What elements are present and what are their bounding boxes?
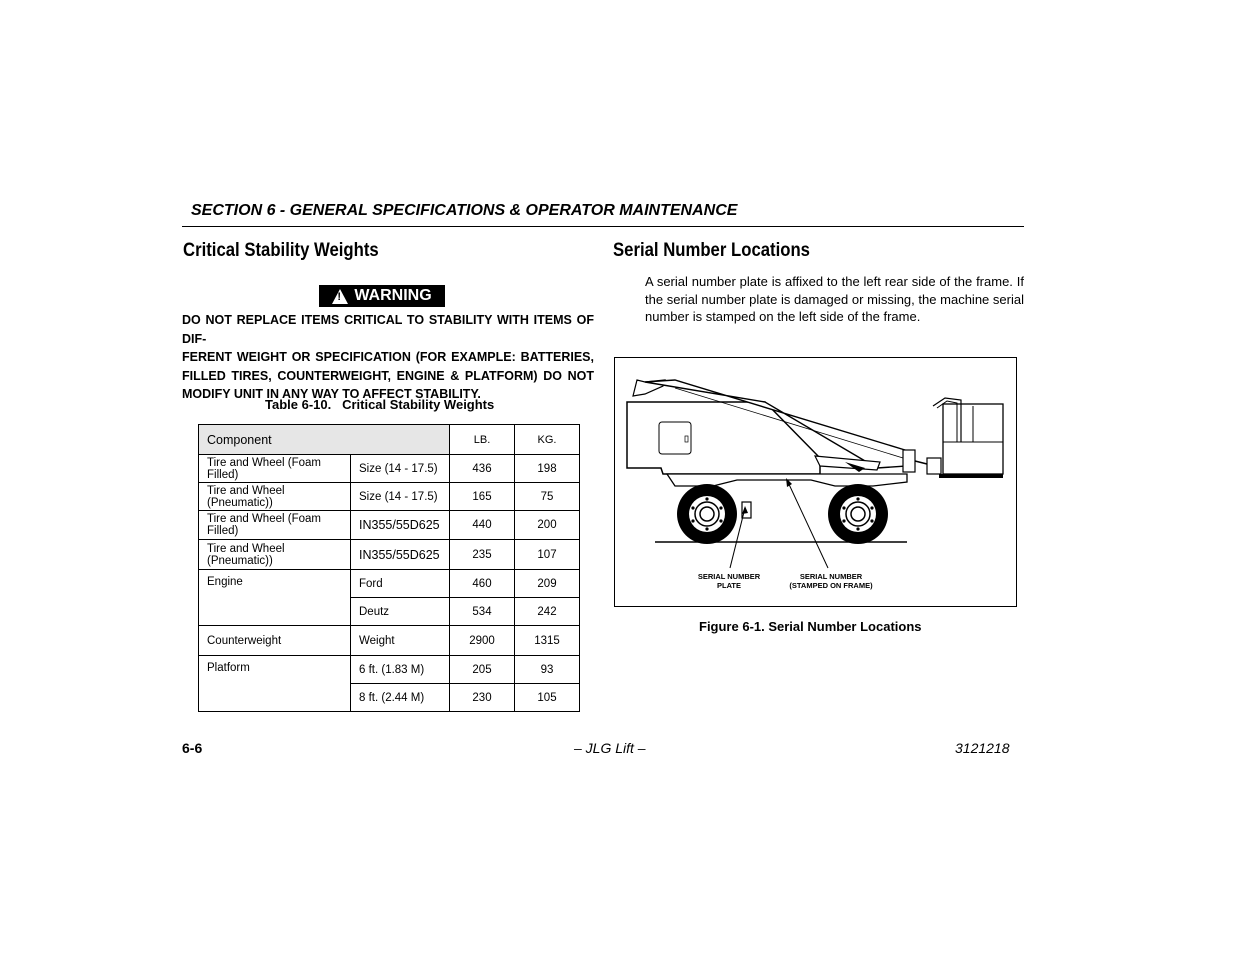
cell-component: Tire and Wheel (Foam Filled) [199, 455, 351, 483]
cell-lb: 230 [450, 684, 515, 712]
cell-component: Platform [199, 656, 351, 712]
footer-center: – JLG Lift – [574, 740, 646, 756]
table-row [199, 540, 580, 570]
cell-kg: 242 [515, 598, 580, 626]
cell-spec: IN355/55D625 [351, 511, 450, 540]
cell-spec: Size (14 - 17.5) [351, 455, 450, 483]
cell-component: Engine [199, 570, 351, 626]
cell-lb: 2900 [450, 626, 515, 656]
table-row [199, 511, 580, 540]
header-component: Component [199, 425, 450, 455]
cell-kg: 1315 [515, 626, 580, 656]
table-row [199, 626, 580, 656]
warning-label: WARNING [354, 287, 432, 304]
label-frame-line2: (STAMPED ON FRAME) [789, 581, 873, 590]
warning-text [182, 311, 594, 404]
warning-badge [319, 285, 445, 307]
warning-line: FILLED TIRES, COUNTERWEIGHT, ENGINE & PLATFORM) DO NOT [182, 368, 594, 383]
cell-kg: 107 [515, 540, 580, 570]
warning-line: MODIFY UNIT IN ANY WAY TO AFFECT STABILITY. [182, 387, 481, 401]
heading-critical-stability: Critical Stability Weights [183, 240, 379, 261]
warning-line: FERENT WEIGHT OR SPECIFICATION (FOR EXAMPLE: BATTERIES, [182, 350, 594, 364]
cell-kg: 200 [515, 511, 580, 540]
cell-kg: 75 [515, 483, 580, 511]
table-header-row [199, 425, 580, 455]
warning-triangle-icon: ! [332, 289, 348, 304]
cell-spec: IN355/55D625 [351, 540, 450, 570]
cell-component: Tire and Wheel (Pneumatic)) [199, 483, 351, 511]
header-rule [182, 226, 1024, 227]
cell-kg: 209 [515, 570, 580, 598]
cell-lb: 460 [450, 570, 515, 598]
cell-lb: 165 [450, 483, 515, 511]
serial-paragraph: A serial number plate is affixed to the left rear side of the frame. If the serial number plate is damaged or missing, the machine serial number is stamped on the left side of the frame. [645, 274, 1024, 324]
heading-serial-number: Serial Number Locations [613, 240, 810, 261]
serial-figure [614, 357, 1017, 607]
cell-spec: Deutz [351, 598, 450, 626]
stability-weights-table [198, 424, 580, 712]
doc-number: 3121218 [955, 740, 1010, 756]
cell-component: Counterweight [199, 626, 351, 656]
table-row [199, 483, 580, 511]
label-plate-line1: SERIAL NUMBER [697, 572, 761, 581]
table-row [199, 570, 580, 598]
table-row [199, 455, 580, 483]
table-title: Table 6-10. Critical Stability Weights [265, 397, 495, 412]
cell-kg: 198 [515, 455, 580, 483]
cell-spec: Size (14 - 17.5) [351, 483, 450, 511]
cell-kg: 105 [515, 684, 580, 712]
label-plate-line2: PLATE [716, 581, 742, 590]
cell-component: Tire and Wheel (Pneumatic)) [199, 540, 351, 570]
label-frame-line1: SERIAL NUMBER [799, 572, 863, 581]
header-kg: KG. [515, 425, 580, 455]
boom-lift-illustration [615, 358, 1016, 606]
cell-spec: Weight [351, 626, 450, 656]
cell-spec: 6 ft. (1.83 M) [351, 656, 450, 684]
warning-line: DO NOT REPLACE ITEMS CRITICAL TO STABILITY WITH ITEMS OF DIF- [182, 313, 594, 346]
cell-lb: 436 [450, 455, 515, 483]
section-title: SECTION 6 - GENERAL SPECIFICATIONS & OPERATOR MAINTENANCE [191, 202, 738, 219]
cell-component: Tire and Wheel (Foam Filled) [199, 511, 351, 540]
page-number: 6-6 [182, 740, 203, 756]
cell-lb: 235 [450, 540, 515, 570]
figure-caption: Figure 6-1. Serial Number Locations [699, 619, 922, 634]
cell-lb: 205 [450, 656, 515, 684]
cell-spec: Ford [351, 570, 450, 598]
cell-spec: 8 ft. (2.44 M) [351, 684, 450, 712]
header-lb: LB. [450, 425, 515, 455]
cell-lb: 534 [450, 598, 515, 626]
cell-kg: 93 [515, 656, 580, 684]
cell-lb: 440 [450, 511, 515, 540]
table-row [199, 656, 580, 684]
